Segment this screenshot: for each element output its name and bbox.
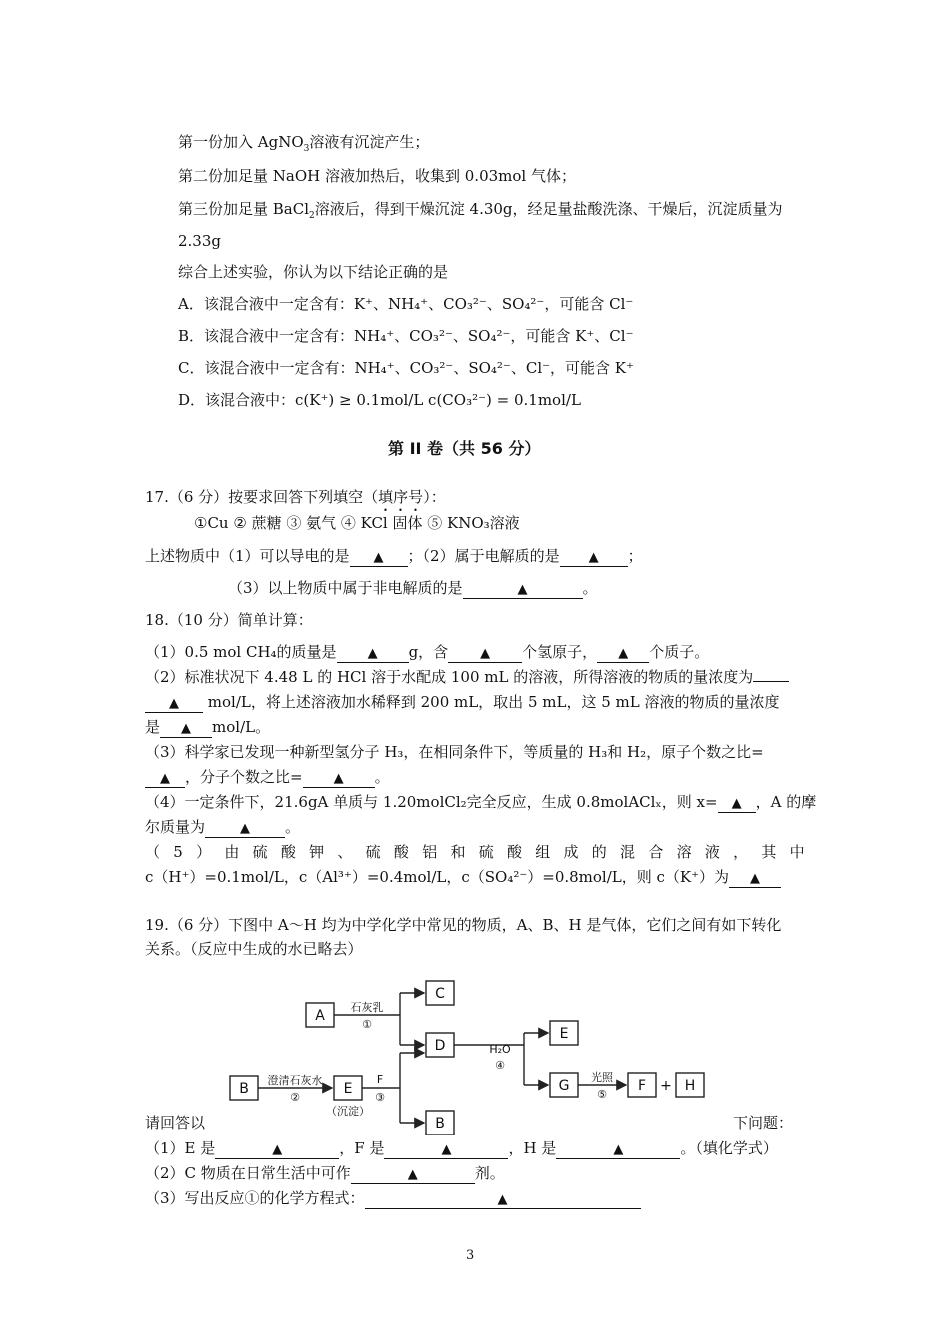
answer-blank[interactable]: ▲ [597,644,649,663]
plus-sign: + [660,1078,672,1094]
answer-blank[interactable]: ▲ [365,1190,641,1209]
answer-blank[interactable]: ▲ [350,548,408,567]
answer-blank[interactable] [753,681,789,682]
justified-char: 硫 [365,843,381,861]
justified-char: 其 [761,843,777,861]
justified-char: 、 [337,843,353,861]
q18-part-2-line-2: ▲ mol/L，将上述溶液加水稀释到 200 mL，取出 5 mL，这 5 mL 溶液的物质的量浓度 [145,692,780,713]
intro-line-4: 2.33g [178,232,222,250]
q19-answer-3: （3）写出反应①的化学方程式： ▲ [145,1188,641,1209]
reagent-2: 澄清石灰水 [267,1074,323,1087]
answer-blank[interactable]: ▲ [560,548,628,567]
step-2: ② [290,1091,300,1104]
label-f: F [637,1078,647,1094]
q19-answer-1: （1）E 是 ▲ ，F 是 ▲ ，H 是 ▲ 。（填化学式） [145,1139,778,1157]
q18-part-5-line-1 [145,842,805,862]
label-g: G [558,1078,570,1094]
answer-blank[interactable]: ▲ [729,869,781,888]
justified-char: 酸 [506,843,522,861]
precipitate-note: （沉淀） [326,1105,370,1118]
step-5: ⑤ [597,1088,607,1101]
q19-line-3-right: 下问题： [733,1114,794,1132]
option-a: A．该混合液中一定含有：K⁺、NH₄⁺、CO₃²⁻、SO₄²⁻，可能含 Cl⁻ [178,295,634,313]
justified-char: 硫 [478,843,494,861]
q18-part-2-line-3: 是 ▲ mol/L。 [145,718,271,736]
justified-char: （ [145,843,161,861]
answer-blank[interactable]: ▲ [303,769,375,788]
q19-line-2: 关系。（反应中生成的水已略去） [145,940,363,958]
answer-blank[interactable]: ▲ [205,819,285,838]
reaction-diagram [210,975,730,1135]
label-b2: B [435,1116,445,1132]
q17-line-2: 上述物质中（1）可以导电的是 ▲ ；（2）属于电解质的是 ▲ ； [145,547,643,565]
answer-blank[interactable]: ▲ [556,1140,680,1159]
justified-char: 的 [591,843,607,861]
answer-blank[interactable]: ▲ [145,769,185,788]
q18-part-2-line-1: （2）标准状况下 4.48 L 的 HCl 溶于水配成 100 mL 的溶液，所得溶液的物质的量浓度为 [145,667,789,687]
justified-char: 合 [648,843,664,861]
label-c: C [435,986,445,1002]
label-e: E [343,1081,353,1097]
justified-char: 铝 [422,843,438,861]
reagent-3: F [376,1073,384,1086]
answer-blank[interactable]: ▲ [384,1140,508,1159]
justified-char: 中 [789,843,805,861]
step-3: ③ [375,1091,385,1104]
q18-head: 18.（10 分）简单计算： [145,611,313,629]
q19-line-1: 19.（6 分）下图中 A～H 均为中学化学中常见的物质，A、B、H 是气体，它们之间有如下转化 [145,916,782,934]
label-d: D [434,1038,446,1054]
intro-line-1: 第一份加入 AgNO$_3$溶液有沉淀产生； [178,133,430,154]
justified-char: 硫 [252,843,268,861]
justified-char: 溶 [676,843,692,861]
justified-char: 由 [224,843,240,861]
justified-char: 液 [704,843,720,861]
q19-answer-2: （2）C 物质在日常生活中可作 ▲ 剂。 [145,1164,505,1182]
page-number: 3 [466,1248,475,1263]
justified-char: ） [196,843,212,861]
reagent-1: 石灰乳 [350,1001,384,1014]
q18-part-5-line-2: c（H⁺）=0.1mol/L，c（Al³⁺）=0.4mol/L，c（SO₄²⁻）=0.8mol/L，则 c（K⁺）为 ▲ [145,867,781,888]
option-b: B．该混合液中一定含有：NH₄⁺、CO₃²⁻、SO₄²⁻，可能含 K⁺、Cl⁻ [178,327,634,345]
q19-line-3-left: 请回答以 [145,1114,206,1132]
answer-blank[interactable]: ▲ [145,694,203,713]
intro-line-2: 第二份加足量 NaOH 溶液加热后，收集到 0.03mol 气体； [178,167,576,185]
justified-char: 组 [535,843,551,861]
step-1: ① [362,1018,372,1031]
justified-char: 和 [450,843,466,861]
q17-line-3: （3）以上物质中属于非电解质的是 ▲ 。 [228,579,598,597]
q18-part-4-line-1: （4）一定条件下，21.6gA 单质与 1.20molCl₂完全反应，生成 0.8molAClₓ，则 x= ▲ ，A 的摩 [145,793,817,811]
option-c: C．该混合液中一定含有：NH₄⁺、CO₃²⁻、SO₄²⁻、Cl⁻，可能含 K⁺ [178,359,634,377]
answer-blank[interactable]: ▲ [337,644,409,663]
justified-char: 成 [563,843,579,861]
q18-part-3-line-1: （3）科学家已发现一种新型氢分子 H₃，在相同条件下，等质量的 H₃和 H₂，原子个数之比= [145,743,764,761]
justified-char: ， [733,843,749,861]
q17-items: ①Cu ② 蔗糖 ③ 氨气 ④ KCl 固体 ⑤ KNO₃溶液 [194,514,520,532]
q18-part-3-line-2: ▲ ，分子个数之比= ▲ 。 [145,767,390,788]
step-4: ④ [495,1059,505,1072]
label-e2: E [559,1026,569,1042]
label-a: A [315,1008,325,1024]
intro-line-5: 综合上述实验，你认为以下结论正确的是 [178,263,449,281]
q18-part-4-line-2: 尔质量为 ▲ 。 [145,818,301,836]
reagent-4: H₂O [489,1043,511,1056]
answer-blank[interactable]: ▲ [351,1165,475,1184]
answer-blank[interactable]: ▲ [160,719,212,738]
label-b: B [239,1081,249,1097]
justified-char: 酸 [280,843,296,861]
answer-blank[interactable]: ▲ [215,1140,339,1159]
q18-part-1: （1）0.5 mol CH₄的质量是 ▲ g，含 ▲ 个氢原子， ▲ 个质子。 [145,643,710,661]
answer-blank[interactable]: ▲ [718,794,756,813]
justified-char: 5 [173,843,183,861]
option-d: D．该混合液中：c(K⁺) ≥ 0.1mol/L c(CO₃²⁻) = 0.1mol/L [178,391,581,409]
justified-char: 酸 [393,843,409,861]
q17-head: 17.（6 分）按要求回答下列填空（填序号）： [145,488,446,506]
answer-blank[interactable]: ▲ [463,580,583,599]
intro-line-3: 第三份加足量 BaCl$_2$溶液后，得到干燥沉淀 4.30g，经足量盐酸洗涤、干燥后，沉淀质量为 [178,200,783,221]
answer-blank[interactable]: ▲ [448,644,522,663]
justified-char: 钾 [309,843,325,861]
section-title: 第 II 卷（共 56 分） [388,439,541,458]
reagent-5: 光照 [591,1071,613,1084]
justified-char: 混 [620,843,636,861]
label-h: H [684,1078,696,1094]
